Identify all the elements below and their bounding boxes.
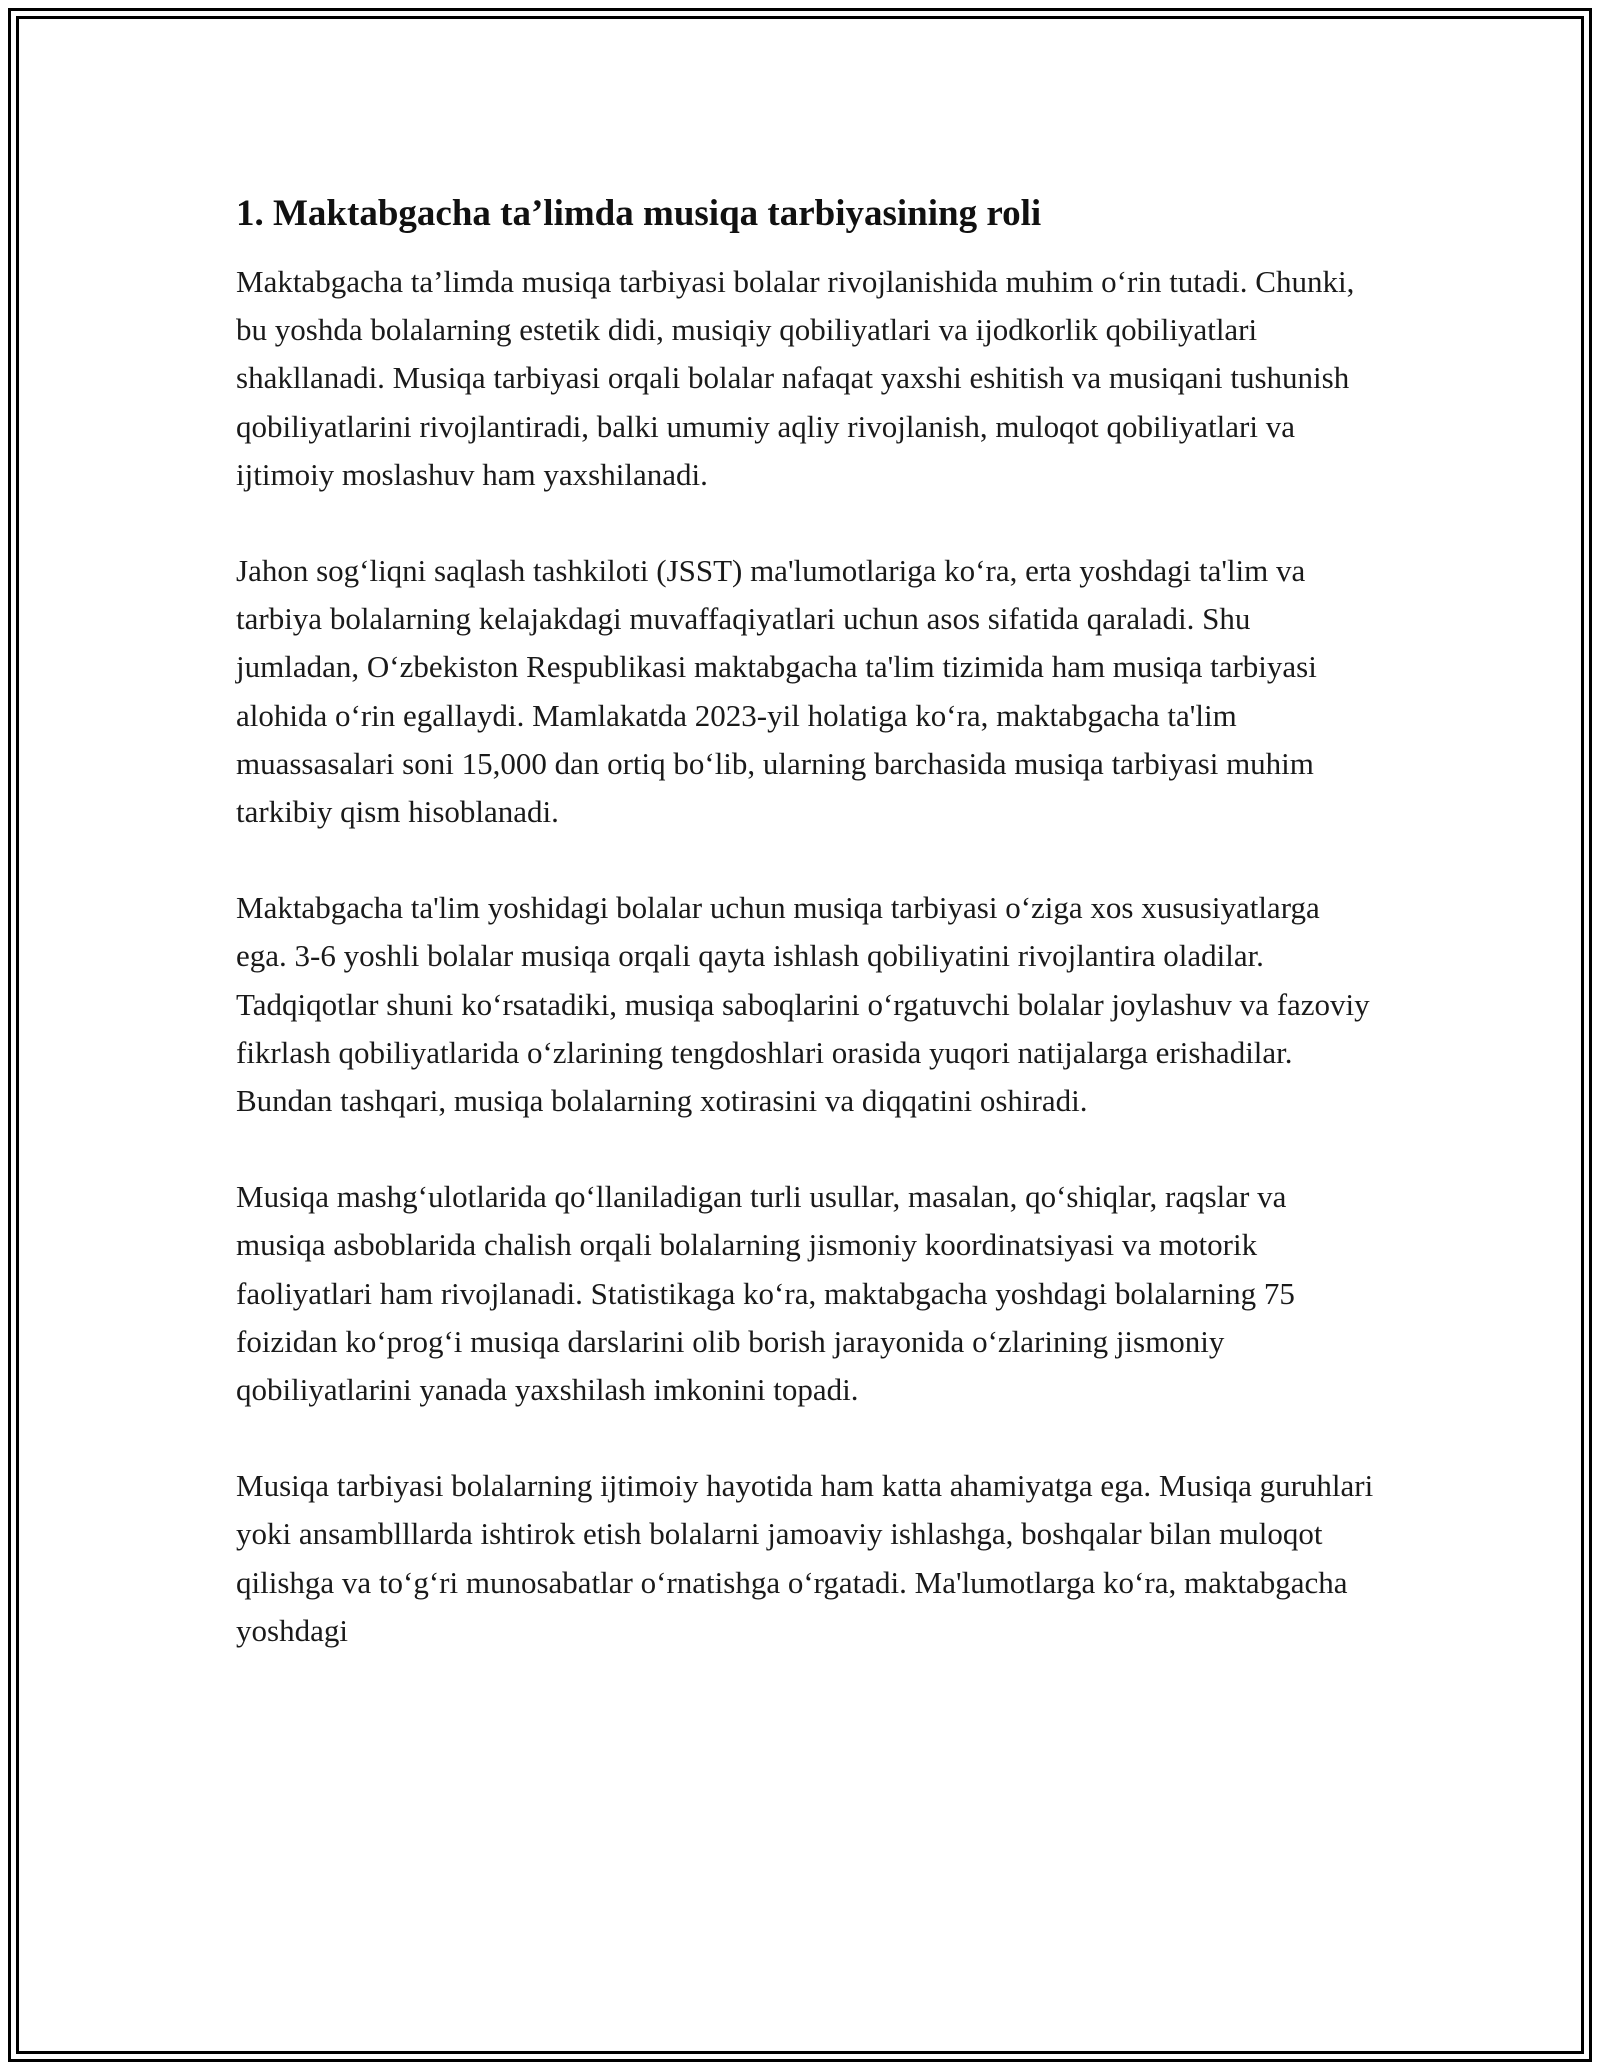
section-heading: 1. Maktabgacha ta’limda musiqa tarbiyasining roli [236,193,1042,234]
document-body [236,190,1376,1703]
paragraph-4: Musiqa mashg‘ulotlarida qo‘llaniladigan turli usullar, masalan, qo‘shiqlar, raqslar va musiqa asboblarida chalish orqali bolalarning jismoniy koordinatsiyasi va motorik faoliyatlari ham rivojlanadi. Statistikaga ko‘ra, maktabgacha yoshdagi bolalarning 75 foizidan ko‘prog‘i musiqa darslarini olib borish jarayonida o‘zlarining jismoniy qobiliyatlarini yanada yaxshilash imkonini topadi. [236,1179,1295,1408]
paragraph-5: Musiqa tarbiyasi bolalarning ijtimoiy hayotida ham katta ahamiyatga ega. Musiqa guruhlari yoki ansamblllarda ishtirok etish bolalarni jamoaviy ishlashga, boshqalar bilan muloqot qilishga va to‘g‘ri munosabatlar o‘rnatishga o‘rgatadi. Ma'lumotlarga ko‘ra, maktabgacha yoshdagi [236,1468,1374,1648]
paragraph-1: Maktabgacha ta’limda musiqa tarbiyasi bolalar rivojlanishida muhim o‘rin tutadi. Chunki, bu yoshda bolalarning estetik didi, musiqiy qobiliyatlari va ijodkorlik qobiliyatlari shakllanadi. Musiqa tarbiyasi orqali bolalar nafaqat yaxshi eshitish va musiqani tushunish qobiliyatlarini rivojlantiradi, balki umumiy aqliy rivojlanish, muloqot qobiliyatlari va ijtimoiy moslashuv ham yaxshilanadi. [236,264,1355,492]
paragraph-3: Maktabgacha ta'lim yoshidagi bolalar uchun musiqa tarbiyasi o‘ziga xos xususiyatlarga ega. 3-6 yoshli bolalar musiqa orqali qayta ishlash qobiliyatini rivojlantira oladilar. Tadqiqotlar shuni ko‘rsatadiki, musiqa saboqlarini o‘rgatuvchi bolalar joylashuv va fazoviy fikrlash qobiliyatlarida o‘zlarining tengdoshlari orasida yuqori natijalarga erishadilar. Bundan tashqari, musiqa bolalarning xotirasini va diqqatini oshiradi. [236,890,1370,1119]
paragraph-2: Jahon sog‘liqni saqlash tashkiloti (JSST) ma'lumotlariga ko‘ra, erta yoshdagi ta'lim va tarbiya bolalarning kelajakdagi muvaffaqiyatlari uchun asos sifatida qaraladi. Shu jumladan, O‘zbekiston Respublikasi maktabgacha ta'lim tizimida ham musiqa tarbiyasi alohida o‘rin egallaydi. Mamlakatda 2023-yil holatiga ko‘ra, maktabgacha ta'lim muassasalari soni 15,000 dan ortiq bo‘lib, ularning barchasida musiqa tarbiyasi muhim tarkibiy qism hisoblanadi. [236,553,1317,830]
